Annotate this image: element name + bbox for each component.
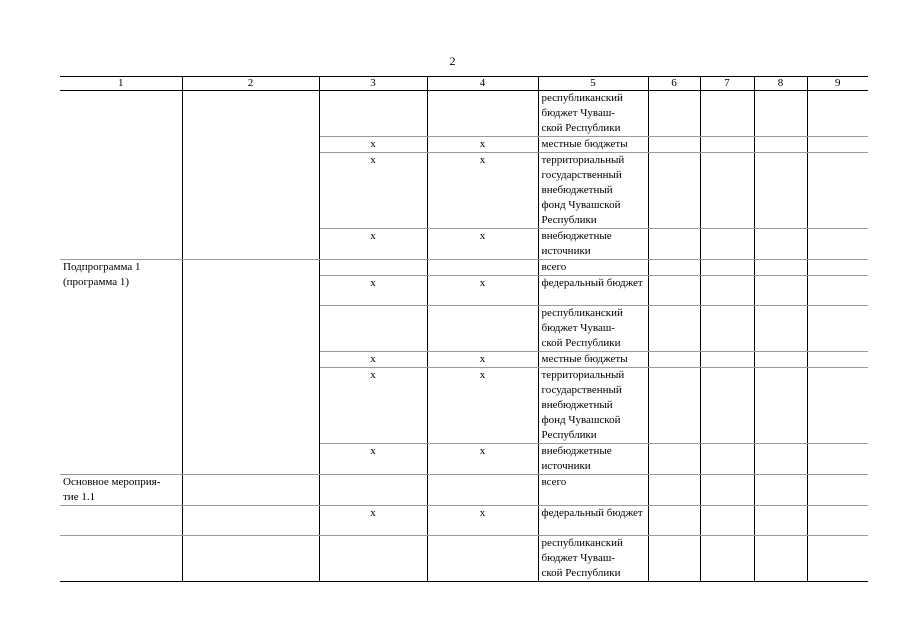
executor-cell <box>182 475 319 506</box>
subprogram-label-cell: Подпрограмма 1 (программа 1) <box>60 260 182 475</box>
col-header-3: 3 <box>319 77 427 91</box>
mark-cell: х <box>319 276 427 306</box>
executor-cell <box>182 260 319 475</box>
funding-source-cell: местные бюджеты <box>538 137 648 153</box>
mark-cell: х <box>319 153 427 229</box>
column-number-row <box>60 77 868 91</box>
col-header-5: 5 <box>538 77 648 91</box>
col-header-8: 8 <box>754 77 807 91</box>
mark-cell: х <box>427 352 538 368</box>
mark-cell: х <box>319 368 427 444</box>
funding-source-cell: федеральный бюджет <box>538 276 648 306</box>
col-header-6: 6 <box>648 77 700 91</box>
funding-source-cell: внебюджетные источники <box>538 444 648 475</box>
code-cell <box>319 536 427 582</box>
col-header-9: 9 <box>807 77 868 91</box>
code-cell <box>427 260 538 276</box>
mark-cell: х <box>319 352 427 368</box>
funding-source-cell: республиканский бюджет Чуваш- ской Республики <box>538 91 648 137</box>
col-header-1: 1 <box>60 77 182 91</box>
table-row <box>60 91 868 137</box>
mark-cell: х <box>427 137 538 153</box>
code-cell <box>319 260 427 276</box>
table-row <box>60 475 868 506</box>
code-cell <box>319 91 427 137</box>
mark-cell: х <box>319 444 427 475</box>
funding-source-cell: внебюджетные источники <box>538 229 648 260</box>
code-cell <box>319 475 427 506</box>
row-label-cell <box>60 536 182 582</box>
code-cell <box>427 536 538 582</box>
table-row <box>60 536 868 582</box>
funding-source-cell: федеральный бюджет <box>538 506 648 536</box>
funding-source-cell: всего <box>538 260 648 276</box>
executor-cell <box>182 91 319 260</box>
funding-source-cell: местные бюджеты <box>538 352 648 368</box>
code-cell <box>427 475 538 506</box>
funding-source-cell: территориальный государственный внебюджетный фонд Чувашской Республики <box>538 368 648 444</box>
funding-source-cell: республиканский бюджет Чуваш- ской Республики <box>538 536 648 582</box>
mark-cell: х <box>427 506 538 536</box>
row-label-cell <box>60 91 182 260</box>
budget-table <box>60 76 868 582</box>
executor-cell <box>182 506 319 536</box>
code-cell <box>427 91 538 137</box>
code-cell <box>319 306 427 352</box>
mark-cell: х <box>427 368 538 444</box>
table-row <box>60 506 868 536</box>
mark-cell: х <box>319 506 427 536</box>
col-header-7: 7 <box>700 77 754 91</box>
activity-label-cell: Основное мероприя- тие 1.1 <box>60 475 182 506</box>
code-cell <box>427 306 538 352</box>
col-header-4: 4 <box>427 77 538 91</box>
mark-cell: х <box>427 276 538 306</box>
page-number: 2 <box>449 54 456 68</box>
mark-cell: х <box>427 444 538 475</box>
executor-cell <box>182 536 319 582</box>
mark-cell: х <box>319 137 427 153</box>
funding-source-cell: республиканский бюджет Чуваш- ской Республики <box>538 306 648 352</box>
table-row <box>60 260 868 276</box>
row-label-cell <box>60 506 182 536</box>
mark-cell: х <box>319 229 427 260</box>
mark-cell: х <box>427 153 538 229</box>
funding-source-cell: всего <box>538 475 648 506</box>
funding-source-cell: территориальный государственный внебюджетный фонд Чувашской Республики <box>538 153 648 229</box>
mark-cell: х <box>427 229 538 260</box>
col-header-2: 2 <box>182 77 319 91</box>
